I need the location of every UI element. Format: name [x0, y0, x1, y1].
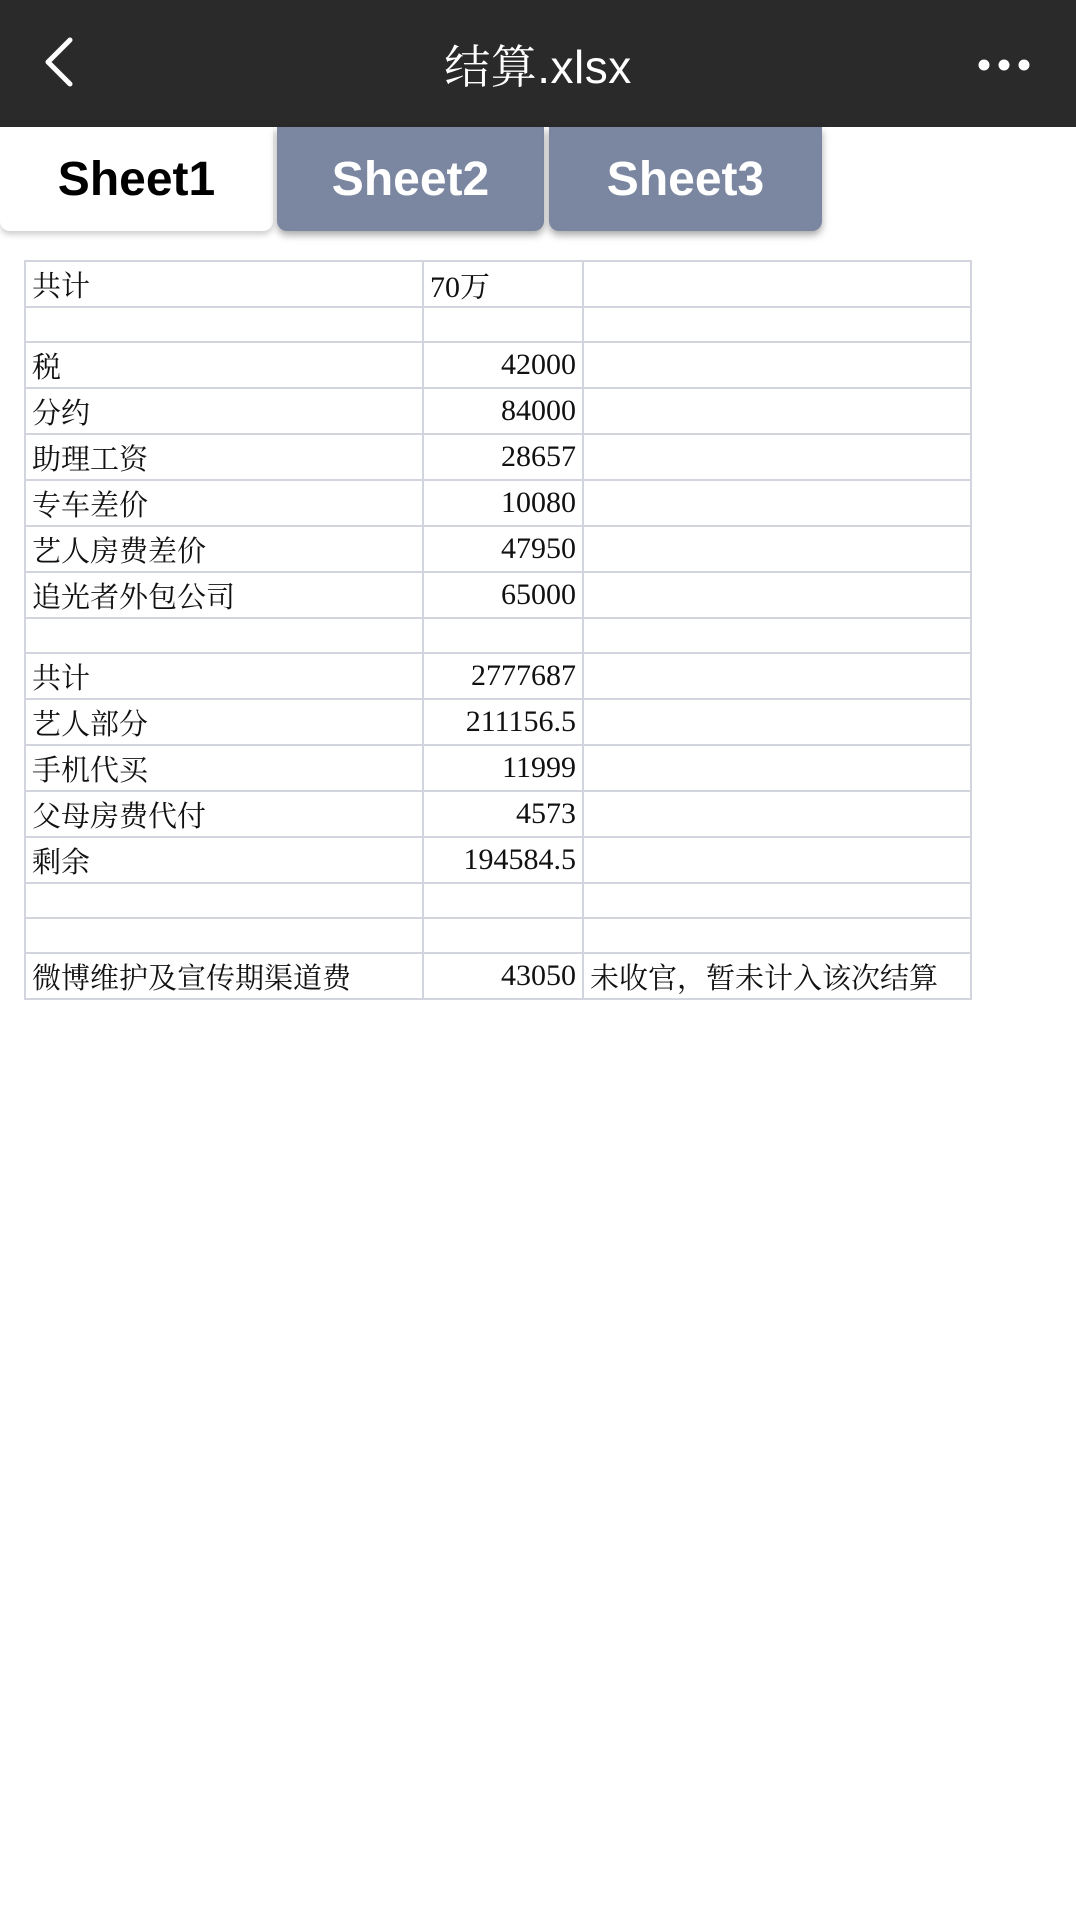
sheet-tabs	[0, 127, 1076, 235]
cell-c11[interactable]	[583, 699, 971, 745]
cell-c15[interactable]	[583, 883, 971, 918]
cell-c14[interactable]	[583, 837, 971, 883]
table-row	[25, 618, 971, 653]
cell-c3[interactable]	[583, 342, 971, 388]
cell-c10[interactable]	[583, 653, 971, 699]
cell-b13[interactable]: 4573	[423, 791, 583, 837]
cell-c12[interactable]	[583, 745, 971, 791]
cell-a17[interactable]: 微博维护及宣传期渠道费	[25, 953, 423, 999]
cell-a8[interactable]: 追光者外包公司	[25, 572, 423, 618]
cell-c16[interactable]	[583, 918, 971, 953]
cell-c9[interactable]	[583, 618, 971, 653]
cell-c2[interactable]	[583, 307, 971, 342]
document-title: 结算.xlsx	[444, 40, 632, 93]
cell-c7[interactable]	[583, 526, 971, 572]
cell-a6[interactable]: 专车差价	[25, 480, 423, 526]
table-row	[25, 918, 971, 953]
cell-a11[interactable]: 艺人部分	[25, 699, 423, 745]
table-row	[25, 653, 971, 699]
cell-b9[interactable]	[423, 618, 583, 653]
cell-b8[interactable]: 65000	[423, 572, 583, 618]
cell-c6[interactable]	[583, 480, 971, 526]
more-horizontal-icon	[976, 57, 1032, 73]
top-bar	[0, 0, 1076, 127]
cell-a10[interactable]: 共计	[25, 653, 423, 699]
cell-c8[interactable]	[583, 572, 971, 618]
cell-b7[interactable]: 47950	[423, 526, 583, 572]
table-row	[25, 307, 971, 342]
table-row	[25, 953, 971, 999]
cell-b12[interactable]: 11999	[423, 745, 583, 791]
cell-a4[interactable]: 分约	[25, 388, 423, 434]
cell-a3[interactable]: 税	[25, 342, 423, 388]
table-row	[25, 837, 971, 883]
table-row	[25, 480, 971, 526]
table-row	[25, 434, 971, 480]
cell-b6[interactable]: 10080	[423, 480, 583, 526]
cell-a7[interactable]: 艺人房费差价	[25, 526, 423, 572]
cell-c17[interactable]: 未收官，暂未计入该次结算	[583, 953, 971, 999]
cell-a9[interactable]	[25, 618, 423, 653]
cell-b2[interactable]	[423, 307, 583, 342]
cell-b1[interactable]: 70万	[423, 261, 583, 307]
tab-sheet2[interactable]: Sheet2	[277, 127, 544, 231]
more-button[interactable]	[972, 45, 1036, 85]
table-row	[25, 699, 971, 745]
cell-a14[interactable]: 剩余	[25, 837, 423, 883]
cell-b15[interactable]	[423, 883, 583, 918]
cell-c4[interactable]	[583, 388, 971, 434]
cell-c13[interactable]	[583, 791, 971, 837]
tab-sheet3[interactable]: Sheet3	[549, 127, 822, 231]
cell-b10[interactable]: 2777687	[423, 653, 583, 699]
cell-b5[interactable]: 28657	[423, 434, 583, 480]
cell-a2[interactable]	[25, 307, 423, 342]
table-row	[25, 572, 971, 618]
table-row	[25, 745, 971, 791]
cell-b11[interactable]: 211156.5	[423, 699, 583, 745]
table-row	[25, 261, 971, 307]
cell-a16[interactable]	[25, 918, 423, 953]
table-row	[25, 526, 971, 572]
cell-a15[interactable]	[25, 883, 423, 918]
spreadsheet-grid	[24, 260, 972, 1000]
cell-c5[interactable]	[583, 434, 971, 480]
table-row	[25, 883, 971, 918]
tab-sheet1[interactable]: Sheet1	[0, 127, 273, 231]
table-row	[25, 388, 971, 434]
table-row	[25, 342, 971, 388]
cell-b4[interactable]: 84000	[423, 388, 583, 434]
cell-b3[interactable]: 42000	[423, 342, 583, 388]
cell-a1[interactable]: 共计	[25, 261, 423, 307]
cell-b17[interactable]: 43050	[423, 953, 583, 999]
cell-a5[interactable]: 助理工资	[25, 434, 423, 480]
cell-b16[interactable]	[423, 918, 583, 953]
cell-a12[interactable]: 手机代买	[25, 745, 423, 791]
cell-a13[interactable]: 父母房费代付	[25, 791, 423, 837]
cell-b14[interactable]: 194584.5	[423, 837, 583, 883]
cell-c1[interactable]	[583, 261, 971, 307]
table-row	[25, 791, 971, 837]
